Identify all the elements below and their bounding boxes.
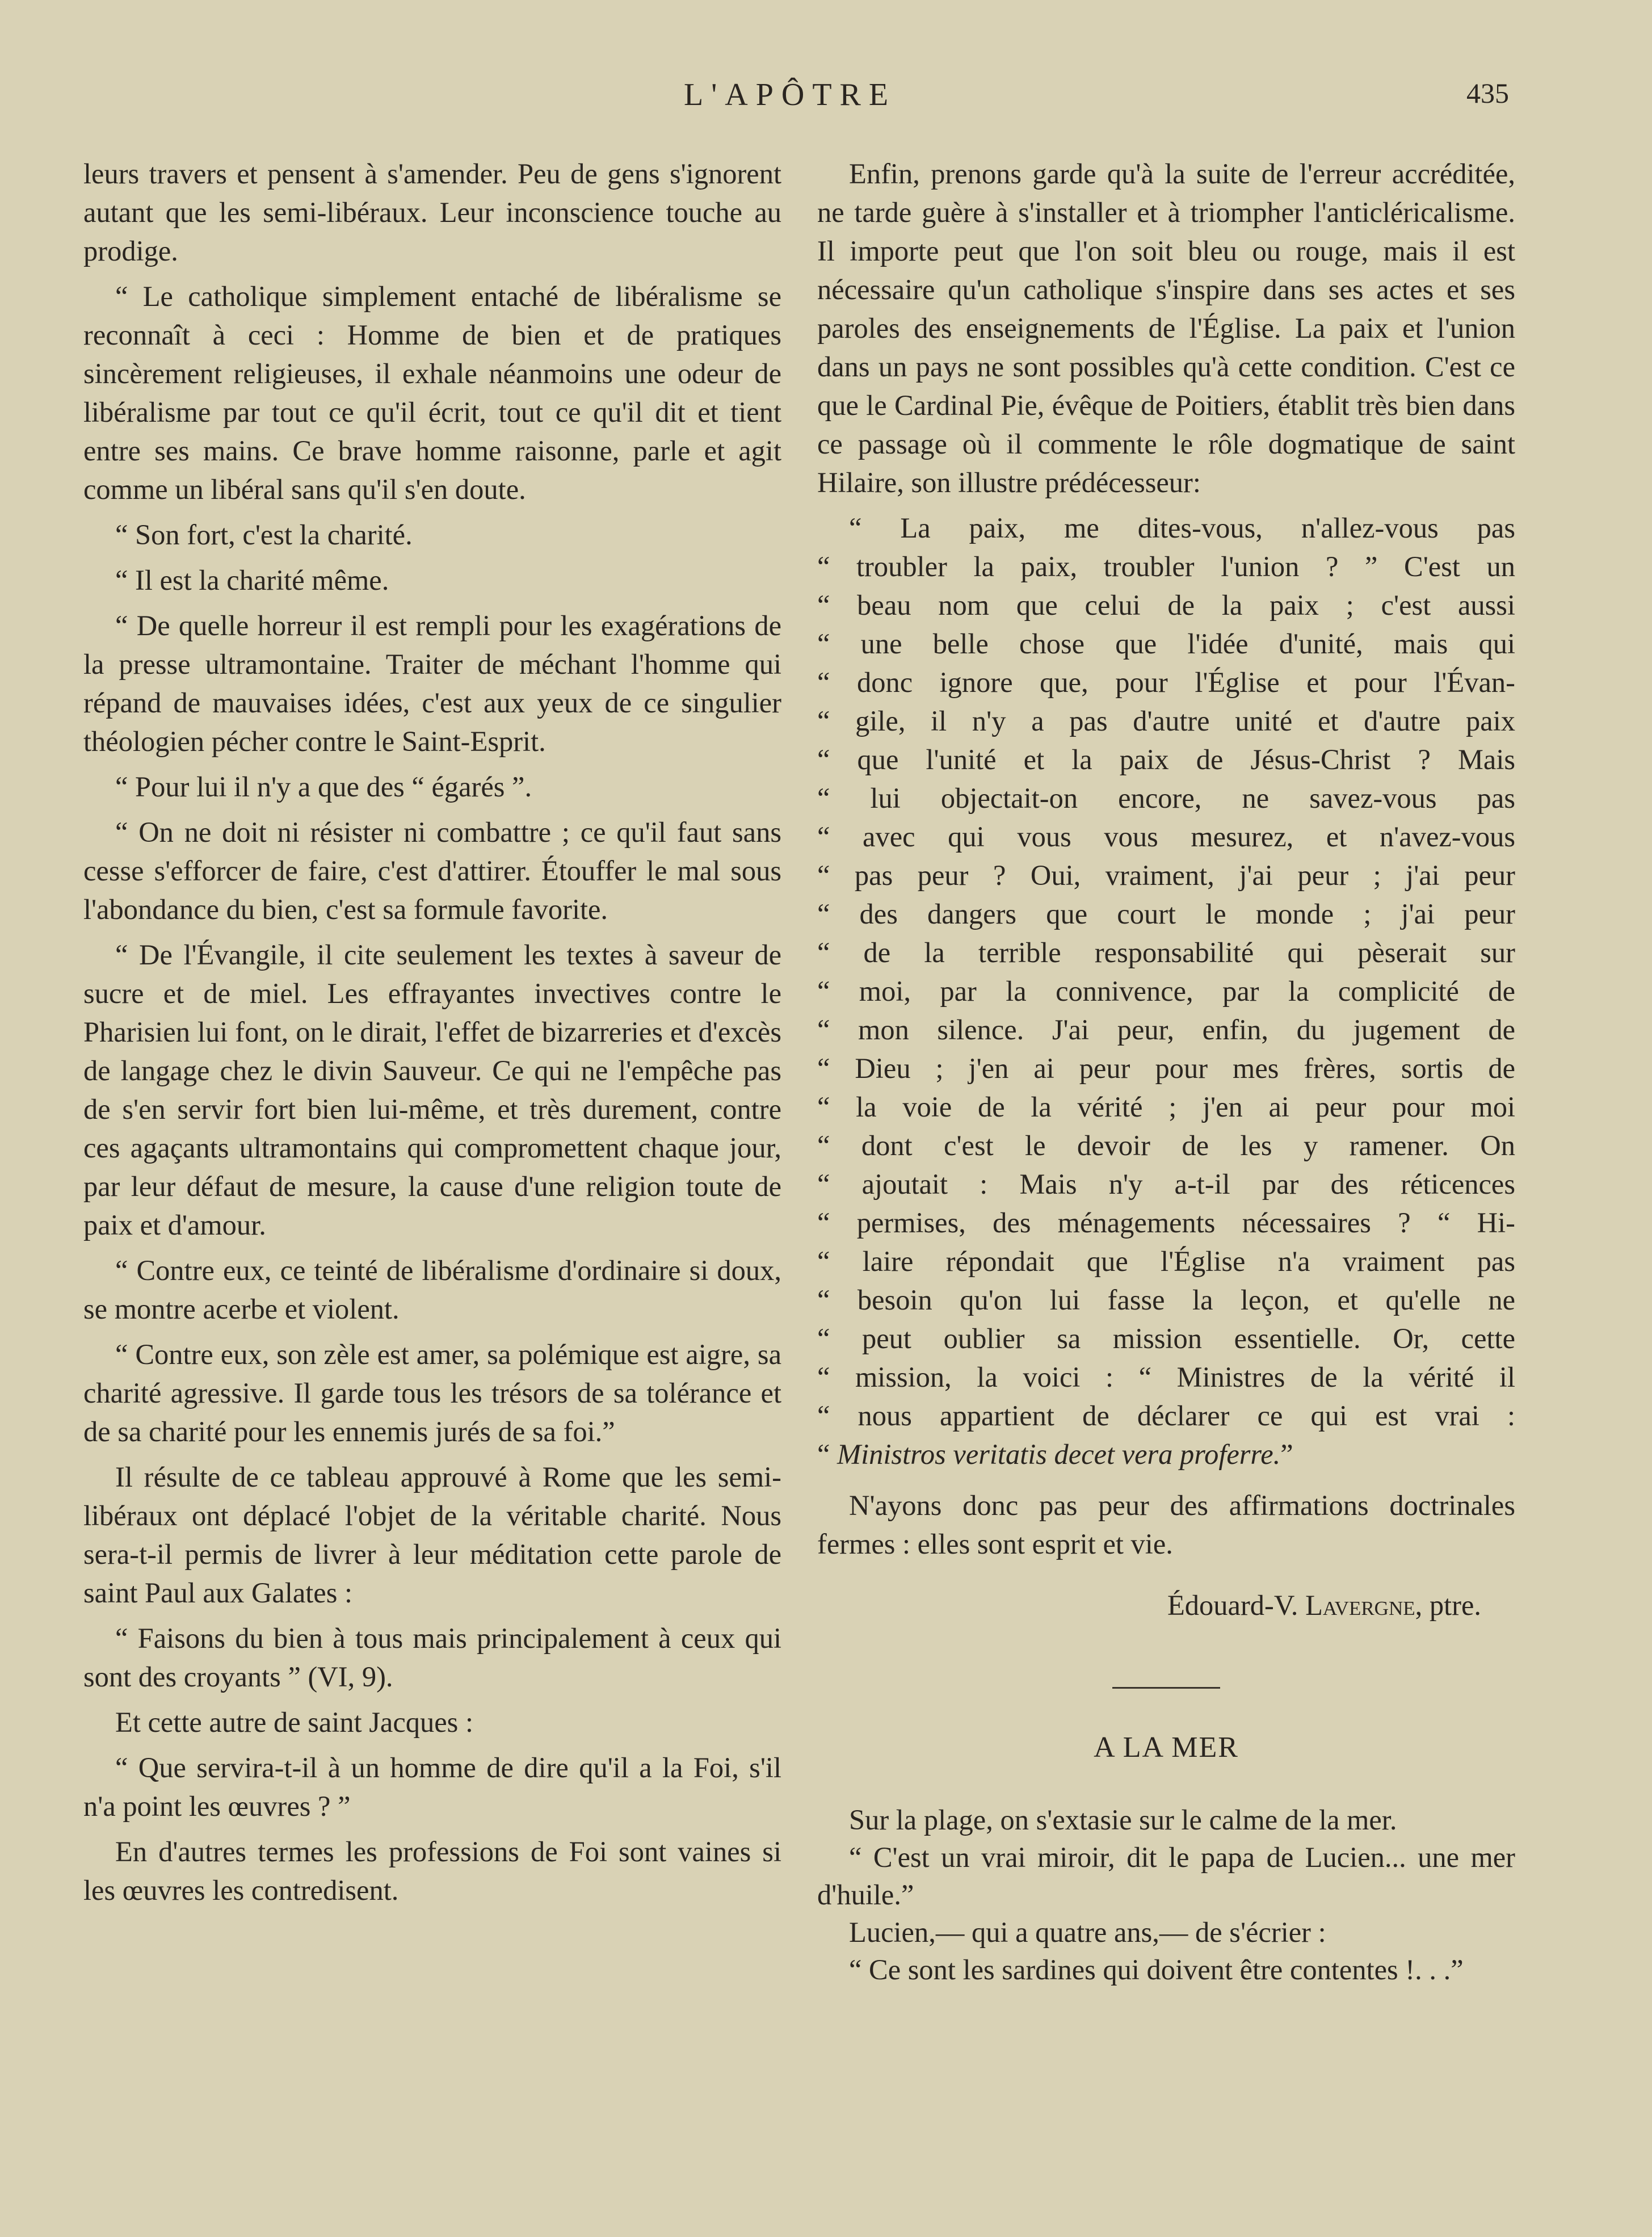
cardinal-pie-quote (817, 509, 1515, 1474)
quote-line: “ pas peur ? Oui, vraiment, j'ai peur ; j'ai peur (817, 859, 1515, 891)
quote-line: “ gile, il n'y a pas d'autre unité et d'autre paix (817, 705, 1515, 737)
quote-line: “ laire répondait que l'Église n'a vraiment pas (817, 1245, 1515, 1277)
right-column (817, 154, 1515, 1988)
quote-line: “ de la terrible responsabilité qui pèserait sur (817, 937, 1515, 968)
page-number: 435 (1466, 77, 1509, 109)
paragraph: “ Pour lui il n'y a que des “ égarés ”. (115, 771, 532, 803)
paragraph: “ Faisons du bien à tous mais principalement à ceux qui sont des croyants ” (VI, 9). (83, 1622, 781, 1693)
section-title: A LA MER (1094, 1731, 1239, 1764)
paragraph: “ C'est un vrai miroir, dit le papa de Lucien... une mer d'huile.” (817, 1841, 1515, 1911)
paragraph: leurs travers et pensent à s'amender. Peu de gens s'ignorent autant que les semi-libéraux. Leur inconscience touche au prodige. (83, 158, 781, 267)
paragraph: Enfin, prenons garde qu'à la suite de l'erreur accréditée, ne tarde guère à s'installer et à triompher l'anticléricalisme. Il importe peut que l'on soit bleu ou rouge, mais il est nécessaire qu'un catholique s'inspire dans ses actes et ses paroles des enseignements de l'Église. La paix et l'union dans un pays ne sont possibles qu'à cette condition. C'est ce que le Cardinal Pie, évêque de Poitiers, établit très bien dans ce passage où il commente le rôle dogmatique de saint Hilaire, son illustre prédécesseur: (817, 158, 1515, 498)
section-divider (1112, 1687, 1220, 1689)
quote-line: “ mon silence. J'ai peur, enfin, du jugement de (817, 1014, 1515, 1046)
paragraph: “ On ne doit ni résister ni combattre ; ce qu'il faut sans cesse s'efforcer de faire, c'est d'attirer. Étouffer le mal sous l'abondance du bien, c'est sa formule favorite. (83, 816, 781, 925)
quote-line: “ ajoutait : Mais n'y a-t-il par des réticences (817, 1168, 1515, 1200)
anecdote (817, 1801, 1515, 1988)
quote-line: “ donc ignore que, pour l'Église et pour l'Évan- (817, 666, 1515, 698)
paragraph: “ Son fort, c'est la charité. (115, 519, 413, 551)
paragraph: “ Que servira-t-il à un homme de dire qu'il a la Foi, s'il n'a point les œuvres ? ” (83, 1752, 781, 1822)
quote-line: “ une belle chose que l'idée d'unité, mais qui (817, 628, 1515, 660)
author-title: , ptre. (1415, 1589, 1481, 1621)
paragraph: “ Le catholique simplement entaché de libéralisme se reconnaît à ceci : Homme de bien et de pratiques sincèrement religieuses, il exhale néanmoins une odeur de libéralisme par tout ce qu'il écrit, tout ce qu'il dit et tient entre ses mains. Ce brave homme raisonne, parle et agit comme un libéral sans qu'il s'en doute. (83, 280, 781, 505)
quote-line: “ que l'unité et la paix de Jésus-Christ ? Mais (817, 744, 1515, 775)
quote-line: “ avec qui vous vous mesurez, et n'avez-vous (817, 821, 1515, 853)
author-first-name: Édouard-V. (1167, 1589, 1306, 1621)
quote-line: “ beau nom que celui de la paix ; c'est aussi (817, 589, 1515, 621)
paragraph: “ Contre eux, son zèle est amer, sa polémique est aigre, sa charité agressive. Il garde tous les trésors de sa tolérance et de sa charité pour les ennemis jurés de sa foi.” (83, 1338, 781, 1447)
quote-line: “ troubler la paix, troubler l'union ? ” C'est un (817, 551, 1515, 582)
quote-line: “ dont c'est le devoir de les y ramener. On (817, 1130, 1515, 1161)
running-head (0, 77, 1652, 122)
quote-open-mark: “ (817, 1438, 838, 1470)
quote-line: “ moi, par la connivence, par la complicité de (817, 975, 1515, 1007)
paragraph: Lucien,— qui a quatre ans,— de s'écrier : (849, 1916, 1326, 1948)
paragraph: “ Ce sont les sardines qui doivent être contentes !. . .” (849, 1954, 1464, 1986)
quote-close-mark: ” (1280, 1438, 1293, 1470)
left-column (83, 154, 781, 1916)
quote-line-latin (817, 1435, 1515, 1474)
author-signature (817, 1586, 1481, 1625)
quote-line: “ mission, la voici : “ Ministres de la vérité il (817, 1361, 1515, 1393)
journal-title: L'APÔTRE (684, 77, 897, 112)
quote-line: “ besoin qu'on lui fasse la leçon, et qu'elle ne (817, 1284, 1515, 1316)
paragraph: “ Contre eux, ce teinté de libéralisme d'ordinaire si doux, se montre acerbe et violent. (83, 1254, 781, 1325)
paragraph: “ De quelle horreur il est rempli pour les exagérations de la presse ultramontaine. Traiter de méchant l'homme qui répand de mauvaises idées, c'est aux yeux de ce singulier théologien pécher contre le Saint-Esprit. (83, 610, 781, 757)
author-last-name: Lavergne (1305, 1589, 1415, 1621)
paragraph: N'ayons donc pas peur des affirmations doctrinales fermes : elles sont esprit et vie. (817, 1489, 1515, 1560)
quote-line: “ nous appartient de déclarer ce qui est vrai : (817, 1400, 1515, 1432)
paragraph: En d'autres termes les professions de Foi sont vaines si les œuvres les contredisent. (83, 1836, 781, 1906)
paragraph: Et cette autre de saint Jacques : (115, 1706, 473, 1738)
latin-quote: Ministros veritatis decet vera proferre. (837, 1438, 1281, 1470)
quote-line: “ la voie de la vérité ; j'en ai peur pour moi (817, 1091, 1515, 1123)
quote-line: “ lui objectait-on encore, ne savez-vous pas (817, 782, 1515, 814)
paragraph: “ De l'Évangile, il cite seulement les textes à saveur de sucre et de miel. Les effrayantes invectives contre le Pharisien lui font, on le dirait, l'effet de bizarreries et d'excès de langage chez le divin Sauveur. Ce qui ne l'empêche pas de s'en servir fort bien lui-même, et très durement, contre ces agaçants ultramontains qui compromettent chaque jour, par leur défaut de mesure, la cause d'une religion toute de paix et d'amour. (83, 939, 781, 1241)
quote-line: “ permises, des ménagements nécessaires ? “ Hi- (817, 1207, 1515, 1239)
quote-line: “ peut oublier sa mission essentielle. Or, cette (817, 1323, 1515, 1354)
paragraph: Il résulte de ce tableau approuvé à Rome que les semi-libéraux ont déplacé l'objet de la véritable charité. Nous sera-t-il permis de livrer à leur méditation cette parole de saint Paul aux Galates : (83, 1461, 781, 1609)
paragraph: “ Il est la charité même. (115, 564, 389, 596)
paragraph: Sur la plage, on s'extasie sur le calme de la mer. (849, 1804, 1397, 1836)
quote-line: “ La paix, me dites-vous, n'allez-vous pas (849, 512, 1515, 544)
quote-line: “ des dangers que court le monde ; j'ai peur (817, 898, 1515, 930)
quote-line: “ Dieu ; j'en ai peur pour mes frères, sortis de (817, 1052, 1515, 1084)
